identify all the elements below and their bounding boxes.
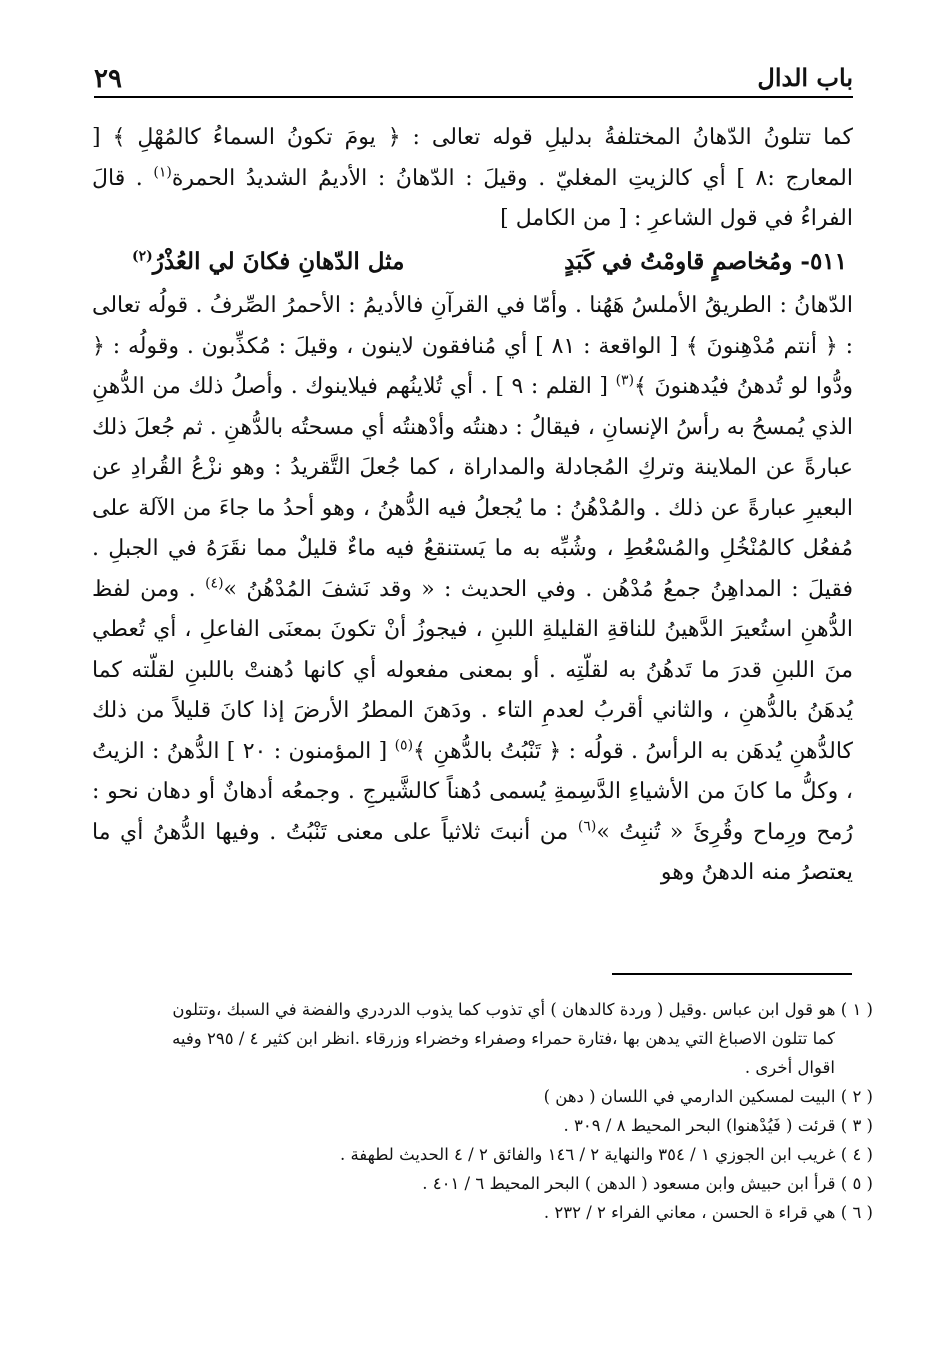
intro-paragraph xyxy=(92,118,853,240)
verse-second-hemistich xyxy=(132,242,404,283)
footnote-ref-3: (٣) xyxy=(615,372,635,389)
footnote-2 xyxy=(92,1082,873,1111)
verse-first-hemistich xyxy=(564,242,847,283)
footnote-divider xyxy=(612,973,852,975)
footnote-text: قرئت ( فَيُدْهنوا) البحر المحيط ٨ / ٣٠٩ . xyxy=(563,1116,836,1135)
footnote-1-continued-2: اقوال أخرى . xyxy=(744,1058,835,1077)
page-header xyxy=(94,52,853,98)
footnote-text: هي قراء ة الحسن ، معاني الفراء ٢ / ٢٣٢ . xyxy=(543,1203,836,1222)
footnote-ref-5: (٥) xyxy=(394,737,414,754)
para-b: [ القلم : ٩ ] . أي تُلاينُهم فيلاينوك . وأصلُ ذلك من الدُّهنِ الذي يُمسحُ به رأسُ الإنسانِ ، فيقالُ : دهنتُه وأدْهنتُه أي مسحتُه بالدُّهنِ . ثم جُعلَ ذلك عبارةً عن الملاينة وتركِ المُجادلة والمداراة ، كما جُعلَ التَّقريدُ : وهو نزْعُ القُرادِ عن البعيرِ عبارةً عن ذلك . والمُدْهُنُ : ما يُجعلُ فيه الدُّهنُ ، وهو أحدُ ما جاءَ من الآلة على مُفعُل كالمُنْخُلِ والمُسْعُطِ ، وشُبِّه به ما يَستنقعُ فيه ماءٌ قليلٌ مما نقَرَهُ في الجبلِ . فقيلَ : المداهِنُ جمعُ مُدْهُن . وفي الحديث : « وقد نَشفَ المُدْهُنُ » xyxy=(92,374,853,602)
verse-number: ٥١١- xyxy=(800,247,847,275)
footnote-number: ( ٣ ) xyxy=(840,1116,873,1135)
intro-text-end: . قالَ الفراءُ في قول الشاعرِ : [ من الكامل ] xyxy=(92,165,853,231)
footnote-text: قرأ ابن حبيش وابن مسعود ( الدهن ) البحر المحيط ٦ / ٤٠١ . xyxy=(422,1174,836,1193)
footnotes xyxy=(92,995,873,1227)
page-number: ٢٩ xyxy=(94,64,122,94)
footnote-5 xyxy=(92,1169,873,1198)
footnote-ref-2: (٢) xyxy=(132,247,153,264)
footnote-6 xyxy=(92,1198,873,1227)
poetry-verse xyxy=(92,242,853,283)
para-e: من أنبتَ ثلاثياً على معنى تَنْبُتُ . وفيها الدُّهنُ أي ما يعتصرُ منه الدهنُ وهو xyxy=(92,819,853,885)
para-a: الدّهانُ : الطريقُ الأملسُ هَهُنا . وأمّا في القرآنِ فالأديمُ : الأحمرُ الصِّرفُ . قولُه تعالى : ﴿ أنتم مُدْهِنونَ ﴾ [ الواقعة : ٨١ ] أي مُنافقون لاينون ، وقيلَ : مُكذِّبون . وقولُه : ﴿ ودُّوا لو تُدهنُ فيُدهنونَ ﴾ xyxy=(92,293,854,399)
para-d: [ المؤمنون : ٢٠ ] الدُّهنُ : الزيتُ ، وكلُّ ما كانَ من الأشياءِ الدَّسِمةِ يُسمى دُهناً كالشَّيرجِ . وجمعُه أدهانٌ أو دهان نحو : رُمح ورِماح وقُرِئَ « تُنبِتُ » xyxy=(92,738,853,845)
verse-second-text: مثل الدّهانِ فكانَ لي العُذْرُ xyxy=(152,247,405,275)
chapter-title: باب الدال xyxy=(757,63,853,92)
footnote-1 xyxy=(92,995,873,1024)
footnote-ref-6: (٦) xyxy=(577,818,597,835)
verse-first-text: ومُخاصمٍ قاومْتُ في كَبَدٍ xyxy=(564,247,793,275)
footnote-4 xyxy=(92,1140,873,1169)
footnote-3 xyxy=(92,1111,873,1140)
footnote-ref-4: (٤) xyxy=(205,575,224,592)
footnote-text: غريب ابن الجوزي ١ / ٣٥٤ والنهاية ٢ / ١٤٦ والفائق ٢ / ٤ الحديث لطهفة . xyxy=(339,1145,836,1164)
footnote-ref-1: (١) xyxy=(153,164,172,181)
footnote-1-continued: كما تتلون الاصباغ التي يدهن بها ،فتارة حمراء وصفراء وخضراء وزرقاء .انظر ابن كثير ٤ / ٢٩٥ وفيه xyxy=(172,1029,835,1048)
footnote-number: ( ١ ) xyxy=(840,1000,873,1019)
footnote-number: ( ٤ ) xyxy=(840,1145,873,1164)
intro-text: كما تتلونُ الدّهانُ المختلفةُ بدليلِ قوله تعالى : ﴿ يومَ تكونُ السماءُ كالمُهْلِ ﴾ [ المعارج :٨ ] أي كالزيتِ المغليّ . وقيلَ : الدّهانُ : الأديمُ الشديدُ الحمرة xyxy=(92,125,853,191)
footnote-number: ( ٦ ) xyxy=(840,1203,873,1222)
explanation-paragraph xyxy=(92,286,853,894)
main-text xyxy=(92,118,853,894)
footnote-number: ( ٢ ) xyxy=(840,1087,873,1106)
footnote-number: ( ٥ ) xyxy=(840,1174,873,1193)
footnote-text: هو قول ابن عباس .وقيل ( وردة كالدهان ) أي تذوب كما يذوب الدردري والفضة في السبك ،وتتلون xyxy=(172,1000,836,1019)
para-c: . ومن لفظ الدُّهنِ استُعيرَ الدَّهينُ للناقةِ القليلةِ اللبنِ ، فيجوزُ أنْ تكونَ بمعنَى الفاعلِ ، أي تُعطي منَ اللبنِ قدرَ ما تَدهُنُ به لقلّتِه . أو بمعنى مفعوله أي كانها دُهنتْ باللبنِ لقلّته كما يُدهَنُ بالدُّهنِ ، والثاني أقربُ لعدمِ التاء . ودَهنَ المطرُ الأرضَ إذا كانَ قليلاً من ذلك كالدُّهنِ يُدهَن به الرأسُ . قولُه : ﴿ تَنْبُتُ بالدُّهنِ ﴾ xyxy=(92,576,854,764)
footnote-text: البيت لمسكين الدارمي في اللسان ( دهن ) xyxy=(543,1087,836,1106)
